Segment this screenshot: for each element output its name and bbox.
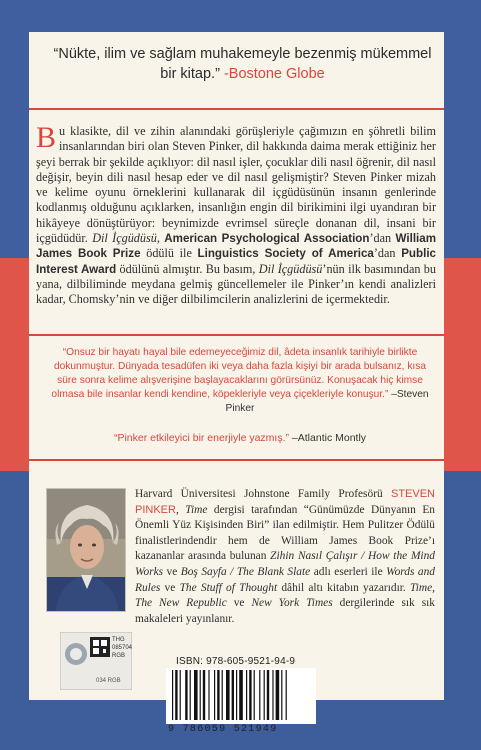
book-title: The Stuff of Thought bbox=[179, 581, 278, 594]
book-title: Dil İçgüdüsü bbox=[92, 231, 157, 246]
top-quote-text: “Nükte, ilim ve sağlam muhakemeyle bezenmiş mükemmel bir kitap.” bbox=[53, 46, 432, 82]
magazine-title: Time, The New Republic bbox=[135, 581, 435, 610]
book-blurb: Bu klasikte, dil ve zihin alanındaki görüşleriyle çağımızın en şöhretli bilim insanlarından biri olan Steven Pinker, dil hakkında daima merak ettiğiniz her şeyi berrak bir şekilde açıklıyor: dil nasıl işler, çocuklar dili nasıl öğrenir, dil nasıl değişir, beyin dili nasıl hesap eder ve dil nasıl gelişmiştir? Steven Pinker mizah ve kelime oyunu örneklerini kullanarak dil içgüdüsünün insanın genlerinde kodlanmış olduğunu açıklarken, insanlığın engin dil birikimini ilgi uyandıran bir hikâyeye dönüştürüyor: beynimizde evrimsel süreçle donanan dil, insani bir içgüdüdür. Dil İçgüdüsü, American Psychological Association’dan William James Book Prize ödülü ile Linguistics Society of America’dan Public Interest Award ödülünü almıştır. Bu basım, Dil İçgüdüsü’nün ilk basımından bu yana, dilbiliminde meydana gelmiş güncellemeler ile Pinker’ın kendi analizleri kadar, Chomsky’nin ve diğer dilbilimcilerin analizlerini de içermektedir. bbox=[36, 121, 437, 307]
barcode-bar bbox=[172, 670, 173, 720]
barcode-bar bbox=[222, 670, 223, 720]
author-portrait-image bbox=[47, 489, 126, 612]
barcode-bar bbox=[249, 670, 251, 720]
barcode-bar bbox=[232, 670, 234, 720]
award-name: William James Book Prize bbox=[36, 232, 437, 261]
divider-line-bottom bbox=[29, 459, 444, 461]
book-title: The Blank Slate bbox=[236, 565, 311, 578]
top-quote bbox=[50, 44, 435, 84]
book-title: Words and Rules bbox=[135, 565, 435, 594]
pull-quote-author: –Steven Pinker bbox=[225, 389, 429, 414]
barcode-icon bbox=[166, 668, 316, 724]
sticker-code: 085704 bbox=[112, 645, 133, 651]
award-name: Public Interest Award bbox=[36, 247, 436, 276]
book-title: How the Mind Works bbox=[135, 550, 435, 578]
barcode-bar bbox=[208, 670, 209, 720]
review-quote bbox=[50, 432, 430, 444]
barcode-bar bbox=[276, 670, 280, 720]
magazine-title: Time bbox=[185, 503, 208, 516]
magazine-title: New York Times bbox=[251, 597, 333, 610]
barcode-bar bbox=[267, 670, 269, 720]
review-quote-source: –Atlantic Montly bbox=[289, 432, 367, 444]
barcode bbox=[166, 668, 316, 732]
barcode-bar bbox=[264, 670, 265, 720]
author-bio: Harvard Üniversitesi Johnstone Family Profesörü STEVEN PINKER, Time dergisi tarafından “Günümüzde Dünyanın En Önemli Yüz Kişisinden Biri” ilan edilmiştir. Hem Pulitzer Ödülü finalistlerindendir hem de William James Book Prize’ı kazananlar arasında bulunan Zihin Nasıl Çalışır / How the Mind Works ve Boş Sayfa / The Blank Slate adlı eserleri ile Words and Rules ve The Stuff of Thought dâhil altı kitabın yazarıdır. Time, The New Republic ve New York Times dergilerinde sık sık makaleleri yayınlanır. bbox=[135, 488, 435, 625]
barcode-digits: 9 786059 521949 bbox=[168, 724, 278, 735]
barcode-bar bbox=[281, 670, 282, 720]
sticker-code: RGB bbox=[112, 653, 126, 659]
barcode-bar bbox=[200, 670, 201, 720]
barcode-bar bbox=[180, 670, 181, 720]
barcode-bar bbox=[272, 670, 273, 720]
barcode-bar bbox=[190, 670, 191, 720]
sticker-code: THG bbox=[112, 637, 125, 643]
drop-cap: B bbox=[36, 121, 57, 154]
sticker-code: 034 RGB bbox=[96, 678, 121, 684]
author-pull-quote bbox=[50, 346, 430, 416]
barcode-bar bbox=[254, 670, 255, 720]
barcode-bar bbox=[175, 670, 177, 720]
isbn-label: ISBN: 978-605-9521-94-9 bbox=[176, 656, 296, 667]
barcode-bar bbox=[259, 670, 260, 720]
barcode-bar bbox=[246, 670, 247, 720]
barcode-bar bbox=[214, 670, 215, 720]
book-title: Boş Sayfa bbox=[180, 565, 227, 578]
award-org: Linguistics Society of America bbox=[197, 247, 374, 261]
divider-line-middle bbox=[29, 334, 444, 336]
author-name: STEVEN PINKER bbox=[135, 488, 435, 516]
pull-quote-text: “Onsuz bir hayatı hayal bile edemeyeceğimiz dil, âdeta insanlık tarihiyle birlikte dokunmuştur. Dünyada tesadüfen iki veya daha fazla kişiyi bir arada bulsanız, kısa süre sonra kelime alışverişine başlayacaklarını görürsünüz. Konuşacak hiç kimse olmasa bile insanlar kendi kendine, köpekleriyle veya çiçekleriyle konuşur.” bbox=[51, 347, 427, 400]
review-quote-text: “Pinker etkileyici bir enerjiyle yazmış.” bbox=[113, 432, 289, 444]
publisher-sticker bbox=[60, 632, 132, 690]
blurb-text: u klasikte, dil ve zihin alanındaki görüşleriyle çağımızın en şöhretli bilim insanlarından biri olan Steven Pinker, dil hakkında daima merak ettiğiniz her şeyi berrak bir şekilde açıklıyor: dil nasıl işler, çocuklar dili nasıl öğrenir, dil nasıl değişir, beyin dili nasıl hesap eder ve dil nasıl gelişmiştir? Steven Pinker mizah ve kelime oyunu örneklerini kullanarak dil içgüdüsünün insanın genlerinde kodlanmış olduğunu açıklarken, insanlığın engin dil birikimini ilgi uyandıran bir hikâyeye dönüştürüyor: beynimizde evrimsel süreçle donanan dil, insani bir içgüdüdür. bbox=[36, 124, 436, 246]
barcode-bar bbox=[203, 670, 205, 720]
barcode-bar bbox=[194, 670, 198, 720]
barcode-bar bbox=[185, 670, 187, 720]
barcode-bar bbox=[239, 670, 243, 720]
book-title: Zihin Nasıl Çalışır bbox=[270, 550, 358, 563]
barcode-bar bbox=[286, 670, 287, 720]
award-org: American Psychological Association bbox=[164, 232, 370, 246]
barcode-bar bbox=[226, 670, 230, 720]
top-quote-source: -Bostone Globe bbox=[223, 66, 325, 82]
divider-line-top bbox=[29, 108, 444, 110]
barcode-bar bbox=[236, 670, 237, 720]
barcode-bar bbox=[217, 670, 219, 720]
author-photo bbox=[46, 488, 126, 612]
book-title: Dil İçgüdüsü bbox=[258, 261, 323, 276]
